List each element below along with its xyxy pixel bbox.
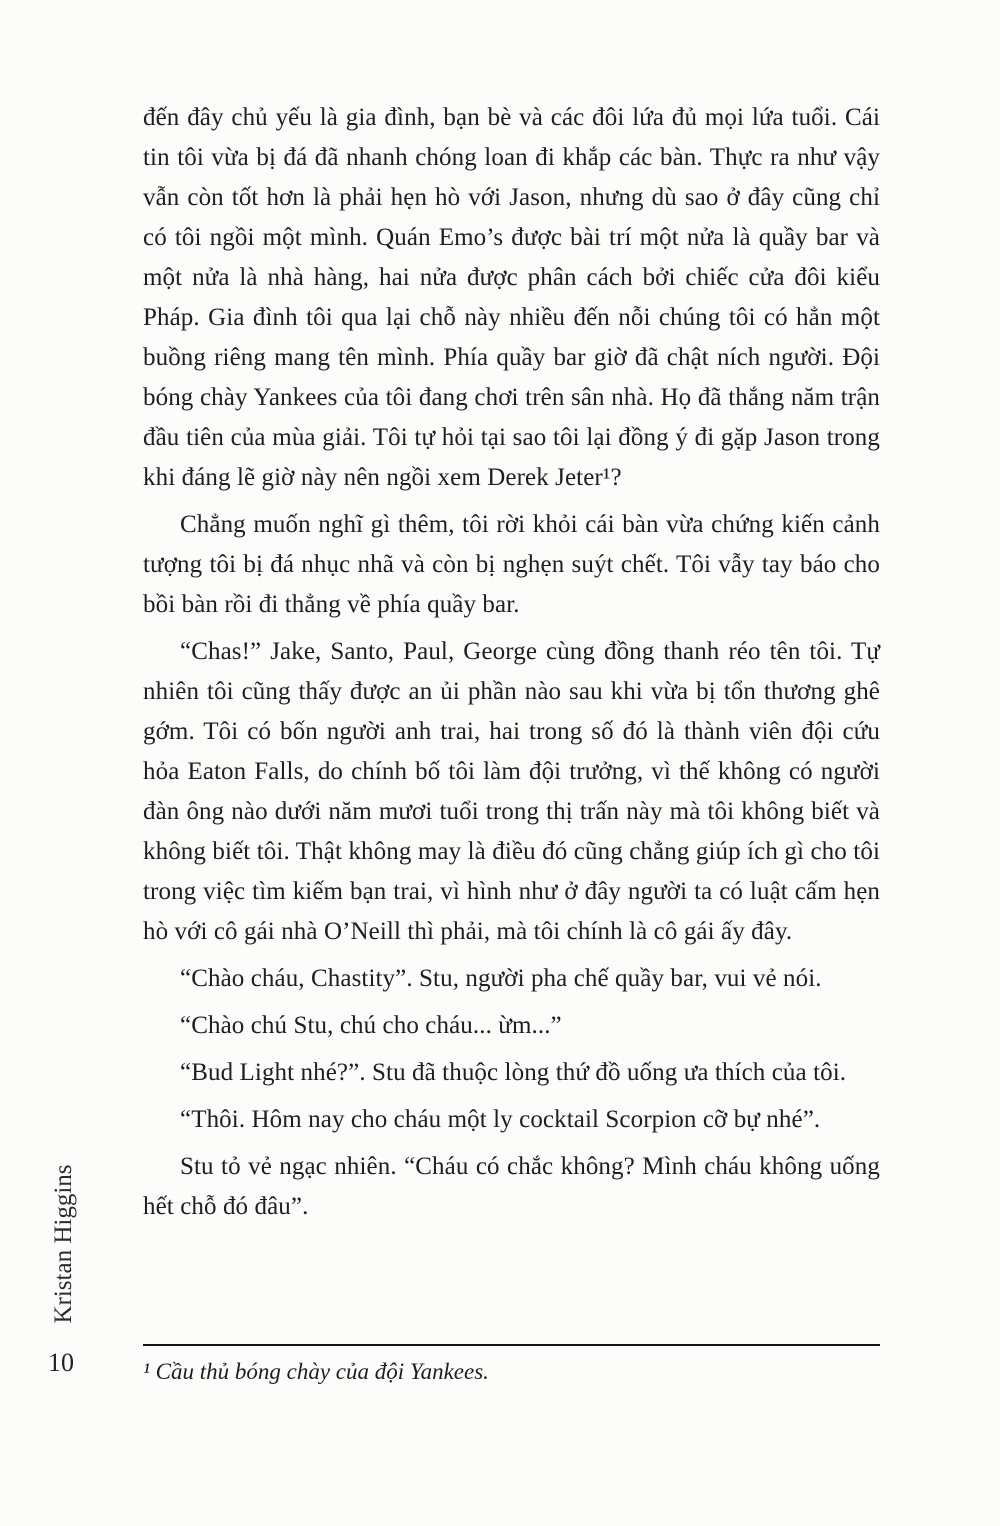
paragraph-continued: đến đây chủ yếu là gia đình, bạn bè và các đôi lứa đủ mọi lứa tuổi. Cái tin tôi vừa bị đá đã nhanh chóng loan đi khắp các bàn. Thực ra như vậy vẫn còn tốt hơn là phải hẹn hò với Jason, nhưng dù sao ở đây cũng chỉ có tôi ngồi một mình. Quán Emo’s được bài trí một nửa là quầy bar và một nửa là nhà hàng, hai nửa được phân cách bởi chiếc cửa đôi kiểu Pháp. Gia đình tôi qua lại chỗ này nhiều đến nỗi chúng tôi có hẳn một buồng riêng mang tên mình. Phía quầy bar giờ đã chật ních người. Đội bóng chày Yankees của tôi đang chơi trên sân nhà. Họ đã thắng năm trận đầu tiên của mùa giải. Tôi tự hỏi tại sao tôi lại đồng ý đi gặp Jason trong khi đáng lẽ giờ này nên ngồi xem Derek Jeter¹?: [143, 104, 880, 491]
footnote: ¹ Cầu thủ bóng chày của đội Yankees.: [143, 1359, 489, 1384]
paragraph: “Chas!” Jake, Santo, Paul, George cùng đồng thanh réo tên tôi. Tự nhiên tôi cũng thấy được an ủi phần nào sau khi vừa bị tổn thương ghê gớm. Tôi có bốn người anh trai, hai trong số đó là thành viên đội cứu hỏa Eaton Falls, do chính bố tôi làm đội trưởng, vì thế không có người đàn ông nào dưới năm mươi tuổi trong thị trấn này mà tôi không biết và không biết tôi. Thật không may là điều đó cũng chẳng giúp ích gì cho tôi trong việc tìm kiếm bạn trai, vì hình như ở đây người ta có luật cấm hẹn hò với cô gái nhà O’Neill thì phải, mà tôi chính là cô gái ấy đây.: [143, 638, 880, 945]
body-text: [143, 98, 880, 1234]
page-number: 10: [48, 1348, 74, 1377]
paragraph: Stu tỏ vẻ ngạc nhiên. “Cháu có chắc không? Mình cháu không uống hết chỗ đó đâu”.: [143, 1153, 880, 1220]
paragraph: “Thôi. Hôm nay cho cháu một ly cocktail Scorpion cỡ bự nhé”.: [180, 1106, 821, 1133]
footnote-rule: [143, 1344, 880, 1346]
paragraph: “Chào chú Stu, chú cho cháu... ừm...”: [180, 1012, 562, 1039]
paragraph: “Chào cháu, Chastity”. Stu, người pha chế quầy bar, vui vẻ nói.: [180, 965, 822, 992]
author-vertical-text: Kristan Higgins: [50, 1164, 77, 1324]
paragraph: “Bud Light nhé?”. Stu đã thuộc lòng thứ đồ uống ưa thích của tôi.: [180, 1059, 847, 1086]
paragraph: Chẳng muốn nghĩ gì thêm, tôi rời khỏi cái bàn vừa chứng kiến cảnh tượng tôi bị đá nhục nhã và còn bị nghẹn suýt chết. Tôi vẫy tay báo cho bồi bàn rồi đi thẳng về phía quầy bar.: [143, 511, 880, 618]
footnote-area: [143, 1344, 880, 1388]
